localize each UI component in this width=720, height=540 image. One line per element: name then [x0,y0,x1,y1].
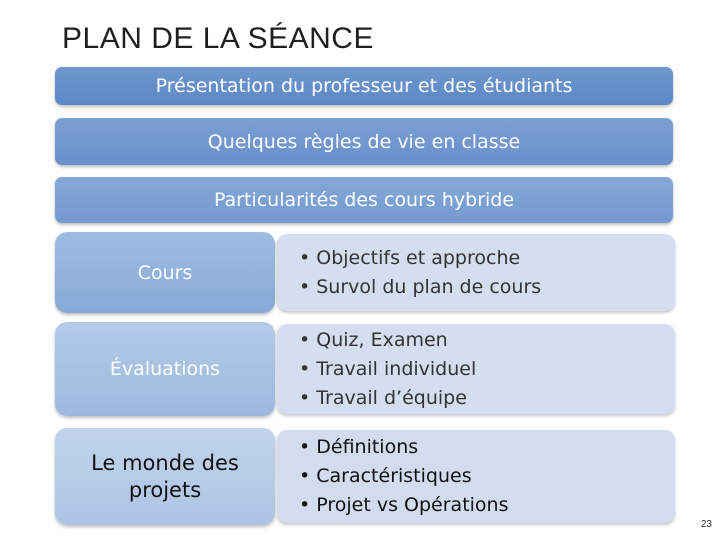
page-number: 23 [700,519,712,530]
row-label: Cours [55,232,275,313]
row-label: Le monde des projets [55,428,275,525]
list-item: • Définitions [299,436,419,458]
list-item: • Objectifs et approche [299,246,521,269]
agenda-bar-presentation: Présentation du professeur et des étudiants [55,67,673,105]
list-item: • Travail d’équipe [299,386,467,409]
row-label: Évaluations [55,322,275,416]
row-detail-list [277,234,675,311]
agenda-row-monde-projets [55,428,675,525]
row-detail-list [277,324,675,414]
agenda-bar-regles: Quelques règles de vie en classe [55,118,673,165]
slide-title: PLAN DE LA SÉANCE [62,22,374,55]
row-detail-list [277,430,675,523]
list-item: • Travail individuel [299,357,477,380]
agenda-row-evaluations [55,322,675,416]
agenda-row-cours [55,232,675,313]
list-item: • Survol du plan de cours [299,275,542,298]
list-item: • Quiz, Examen [299,328,448,351]
list-item: • Caractéristiques [299,465,472,487]
list-item: • Projet vs Opérations [299,494,509,516]
agenda-bar-particularites: Particularités des cours hybride [55,177,673,223]
